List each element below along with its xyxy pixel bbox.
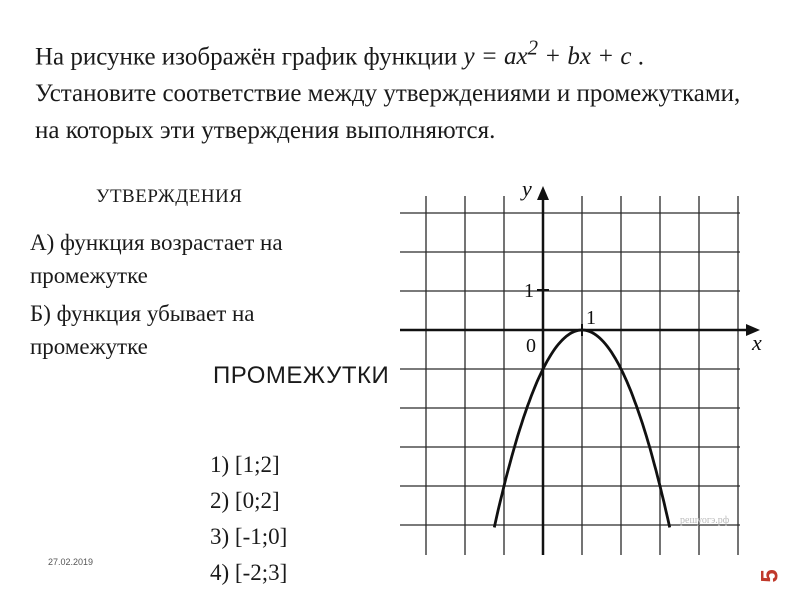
- formula-main: y = ax: [463, 43, 528, 71]
- slide-date: 27.02.2019: [48, 557, 94, 567]
- grid-lines: [400, 196, 740, 555]
- axes: [400, 186, 760, 555]
- x-tick-label: 1: [586, 307, 596, 329]
- y-tick-label: 1: [524, 280, 534, 302]
- x-axis-label: x: [752, 330, 762, 355]
- task-text-suffix: . Установите соответствие между утверждениями и промежутками, на которых эти утверждения выполняются.: [35, 43, 741, 145]
- origin-label: 0: [526, 335, 536, 357]
- formula-rest: + bx + c: [538, 43, 632, 71]
- intervals-list: [210, 447, 287, 591]
- statement-a: А) функция возрастает на промежутке: [30, 230, 283, 288]
- y-axis-label: y: [522, 176, 532, 201]
- watermark: решуогэ.рф: [680, 515, 730, 526]
- interval-option-4: 4) [-2;3]: [210, 560, 288, 585]
- statement-b: Б) функция убывает на промежутке: [30, 301, 255, 359]
- task-text-prefix: На рисунке изображён график функции: [35, 43, 464, 71]
- y-axis-arrow: [537, 186, 549, 200]
- slide-number: 5: [756, 569, 784, 583]
- interval-option-2: 2) [0;2]: [210, 488, 280, 513]
- interval-option-1: 1) [1;2]: [210, 452, 280, 477]
- formula-exponent: 2: [527, 36, 539, 60]
- interval-option-3: 3) [-1;0]: [210, 524, 288, 549]
- intervals-heading: ПРОМЕЖУТКИ: [213, 362, 390, 389]
- statements-heading: УТВЕРЖДЕНИЯ: [96, 186, 243, 207]
